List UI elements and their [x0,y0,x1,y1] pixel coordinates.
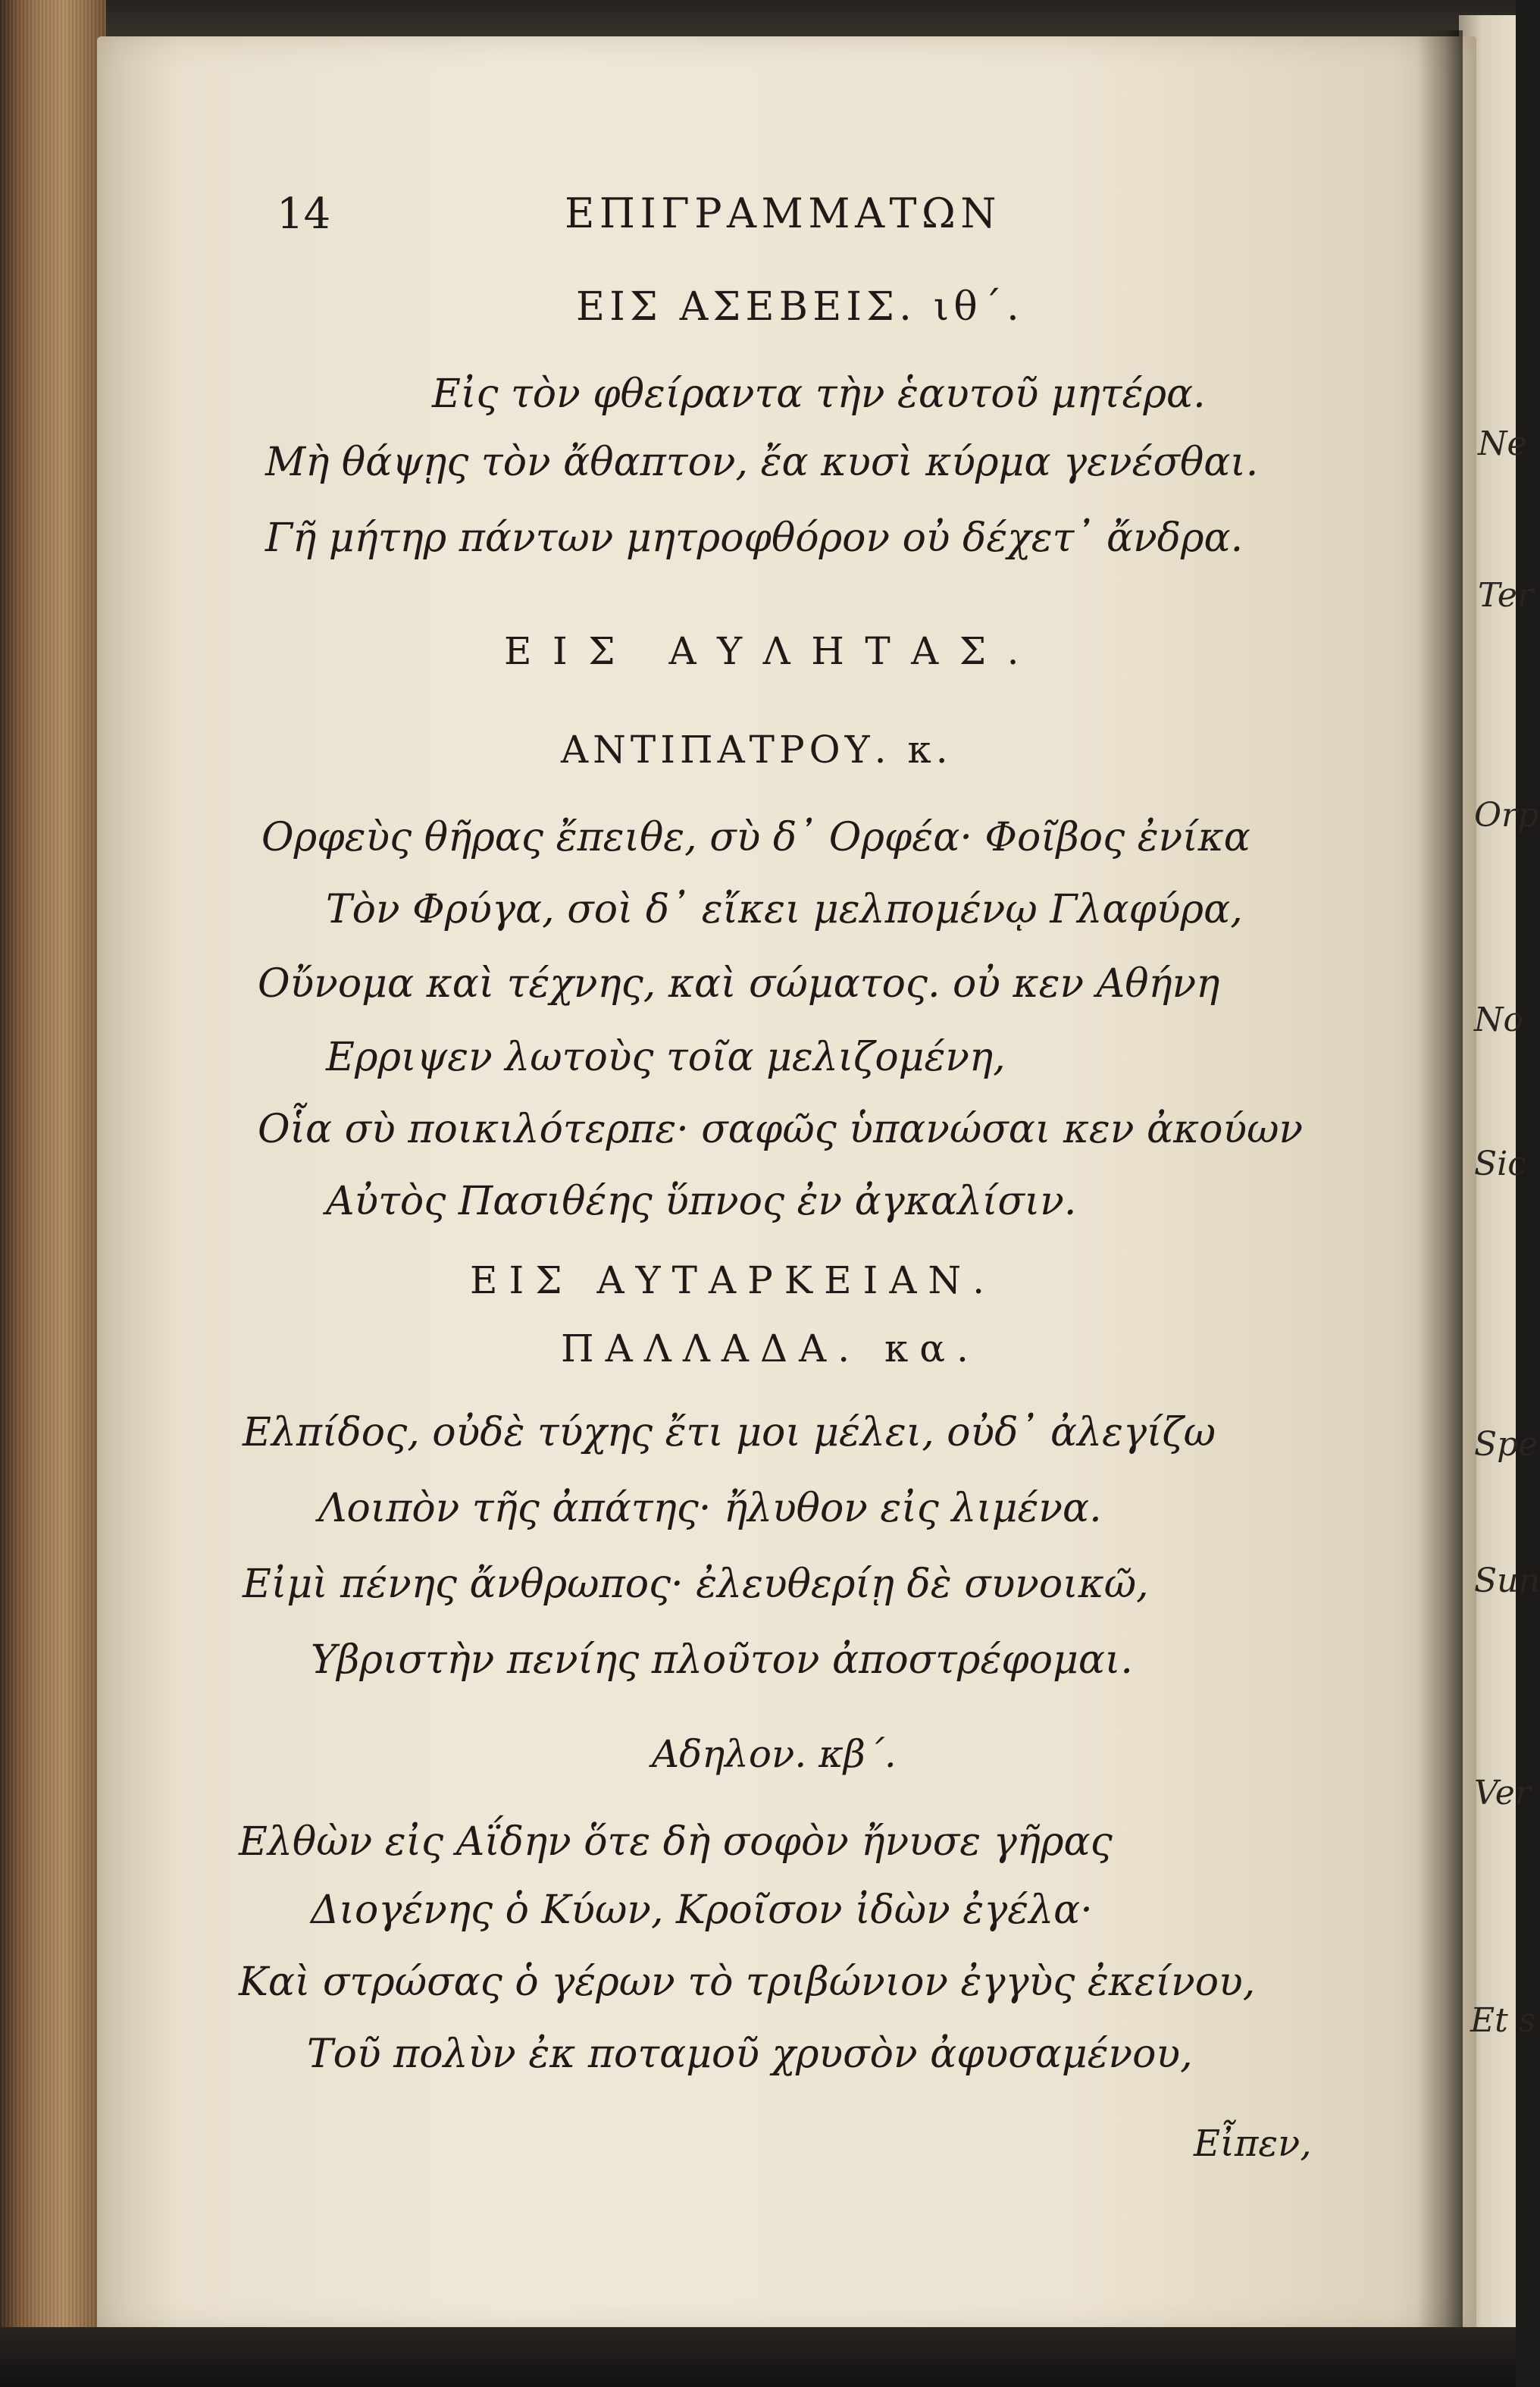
catchword: Εἶπεν, [1194,2122,1312,2165]
verse-line: Τοῦ πολὺν ἐκ ποταμοῦ χρυσὸν ἀφυσαμένου, [307,2031,1193,2077]
verse-line: Λοιπὸν τῆς ἀπάτης· ἤλυθον εἰς λιμένα. [318,1486,1102,1531]
verse-line: Εἰς τὸν φθείραντα τὴν ἑαυτοῦ μητέρα. [432,371,1206,417]
verse-line: Υβριστὴν πενίης πλοῦτον ἀποστρέφομαι. [311,1637,1133,1683]
verse-line: Διογένης ὁ Κύων, Κροῖσον ἰδὼν ἐγέλα· [311,1887,1093,1933]
section-title-self-sufficiency: ΕΙΣ ΑΥΤΑΡΚΕΙΑΝ. [470,1258,997,1302]
book-bottom-edge [0,2327,1516,2387]
book-gutter [1417,30,1463,2350]
facing-page-fragment: Orp [1474,796,1539,835]
verse-line: Ελπίδος, οὐδὲ τύχης ἔτι μοι μέλει, οὐδ᾽ ἀλεγίζω [243,1410,1216,1455]
verse-line: Ορφεὺς θῆρας ἔπειθε, σὺ δ᾽ Ορφέα· Φοῖβος ἐνίκα [261,815,1250,860]
facing-page-fragment: No [1474,1001,1523,1039]
running-head: ΕΠΙΓΡΑΜΜΑΤΩΝ [565,190,1002,237]
section-author-antipater: ΑΝΤΙΠΑΤΡΟΥ. κ. [561,728,953,772]
verse-line: Καὶ στρώσας ὁ γέρων τὸ τριβώνιον ἐγγὺς ἐκείνου, [239,1959,1256,2005]
section-title-impious: ΕΙΣ ΑΣΕΒΕΙΣ. ιθ΄. [576,284,1024,330]
verse-line: Οἷα σὺ ποικιλότερπε· σαφῶς ὑπανώσαι κεν ἀκούων [258,1107,1304,1152]
verse-line: Οὔνομα καὶ τέχνης, καὶ σώματος. οὐ κεν Αθήνη [258,961,1220,1007]
facing-page-fragment: Sun [1474,1562,1540,1600]
verse-line: Αὐτὸς Πασιθέης ὕπνος ἐν ἀγκαλίσιν. [326,1179,1077,1224]
section-title-flute-players: ΕΙΣ ΑΥΛΗΤΑΣ. [504,629,1041,673]
section-author-anonymous: Αδηλον. κβ΄. [652,1732,897,1776]
page-number: 14 [277,190,331,239]
facing-page-fragment: Ver [1474,1774,1531,1812]
facing-page-fragment: Et s [1470,2001,1536,2040]
facing-page-fragment: Spe [1474,1425,1538,1464]
verse-line: Γῆ μήτηρ πάντων μητροφθόρον οὐ δέχετ᾽ ἄνδρα. [265,515,1244,561]
verse-line: Ελθὼν εἰς Αΐδην ὅτε δὴ σοφὸν ἤνυσε γῆρας [239,1819,1113,1865]
facing-page-fragment: Ter [1478,576,1534,615]
verse-line: Εἰμὶ πένης ἄνθρωπος· ἐλευθερίῃ δὲ συνοικῶ, [243,1562,1149,1607]
section-author-palladas: ΠΑΛΛΑΔΑ. κα. [561,1327,980,1370]
verse-line: Τὸν Φρύγα, σοὶ δ᾽ εἴκει μελπομένῳ Γλαφύρα, [326,887,1243,932]
verse-line: Ερριψεν λωτοὺς τοῖα μελιζομένη, [326,1035,1006,1080]
facing-page-fragment: Sic [1474,1145,1526,1183]
verse-line: Μὴ θάψῃς τὸν ἄθαπτον, ἔα κυσὶ κύρμα γενέσθαι. [265,440,1259,485]
page-stack-edge [0,0,106,2387]
facing-page-fragment: Ne [1478,424,1527,463]
